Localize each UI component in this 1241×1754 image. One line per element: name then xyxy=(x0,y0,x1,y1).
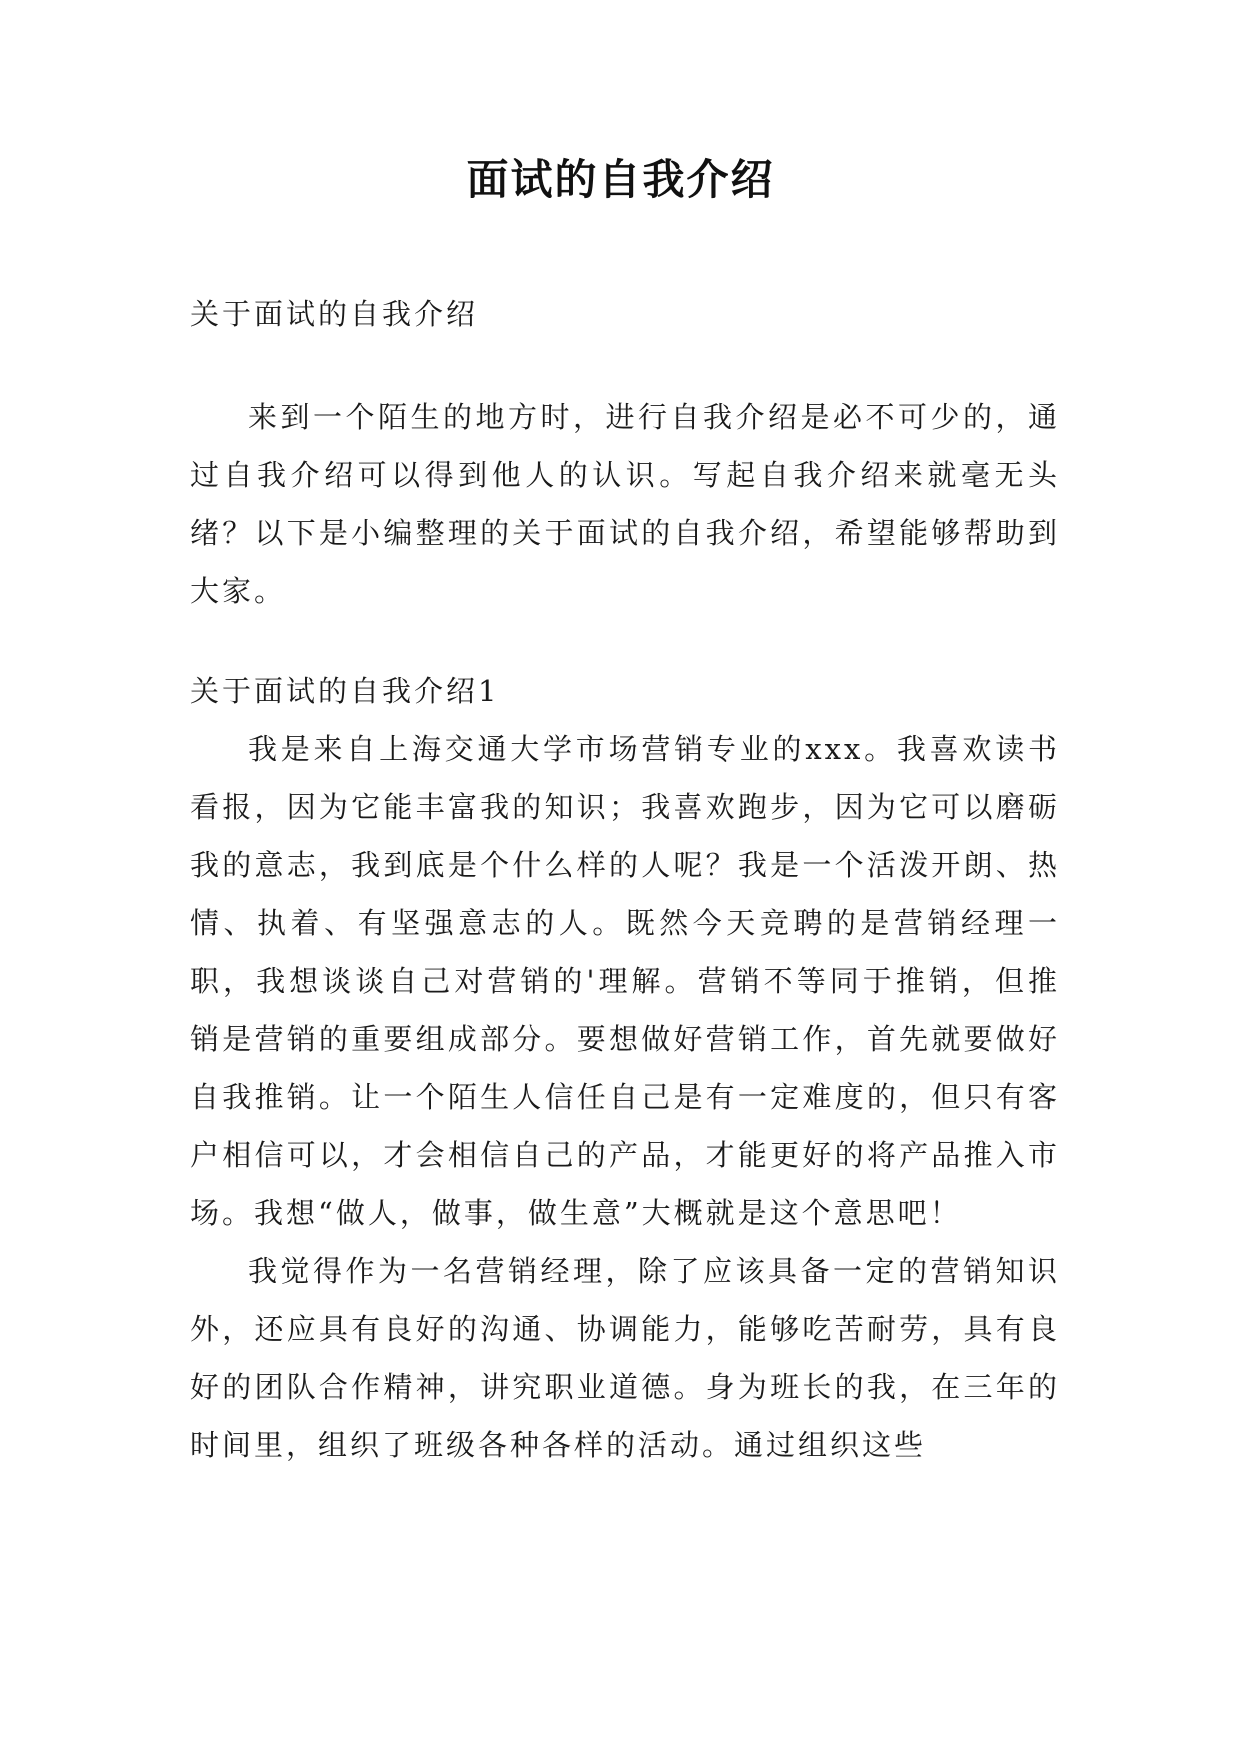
intro-paragraph: 来到一个陌生的地方时，进行自我介绍是必不可少的，通过自我介绍可以得到他人的认识。写起自我介绍来就毫无头绪？以下是小编整理的关于面试的自我介绍，希望能够帮助到大家。 xyxy=(190,400,1060,608)
spacer xyxy=(190,620,1060,662)
subtitle: 关于面试的自我介绍 xyxy=(190,297,479,331)
spacer xyxy=(190,343,1060,388)
section-heading: 关于面试的自我介绍1 xyxy=(190,674,500,708)
document-title: 面试的自我介绍 xyxy=(466,155,775,204)
section-paragraph: 我觉得作为一名营销经理，除了应该具备一定的营销知识外，还应具有良好的沟通、协调能力，能够吃苦耐劳，具有良好的团队合作精神，讲究职业道德。身为班长的我，在三年的时间里，组织了班级各种各样的活动。通过组织这些 xyxy=(190,1254,1060,1462)
section-paragraph: 我是来自上海交通大学市场营销专业的xxx。我喜欢读书看报，因为它能丰富我的知识；我喜欢跑步，因为它可以磨砺我的意志，我到底是个什么样的人呢？我是一个活泼开朗、热情、执着、有坚强意志的人。既然今天竞聘的是营销经理一职，我想谈谈自己对营销的'理解。营销不等同于推销，但推销是营销的重要组成部分。要想做好营销工作，首先就要做好自我推销。让一个陌生人信任自己是有一定难度的，但只有客户相信可以，才会相信自己的产品，才能更好的将产品推入市场。我想“做人，做事，做生意”大概就是这个意思吧！ xyxy=(190,732,1060,1230)
document-body xyxy=(190,285,1060,1474)
